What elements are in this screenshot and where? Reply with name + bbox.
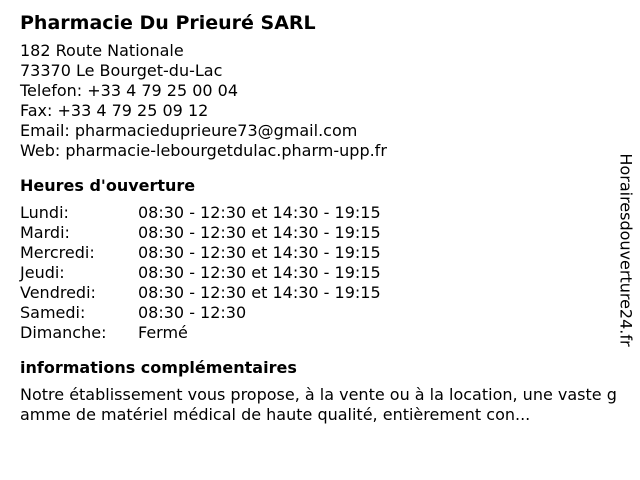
hours-row-samedi — [20, 303, 381, 323]
opening-hours-table — [20, 203, 381, 343]
hours-row-mardi — [20, 223, 381, 243]
hours-heading: Heures d'ouverture — [20, 176, 196, 195]
contact-block — [20, 41, 620, 161]
hours-row-vendredi — [20, 283, 381, 303]
address-line-1: 182 Route Nationale — [20, 41, 184, 60]
phone-line: Telefon: +33 4 79 25 00 04 — [20, 81, 239, 100]
hours-row-mercredi — [20, 243, 381, 263]
day-label: Mercredi: — [20, 243, 95, 262]
web-line: Web: pharmacie-lebourgetdulac.pharm-upp.fr — [20, 141, 387, 160]
day-hours: 08:30 - 12:30 — [138, 303, 247, 322]
day-hours: 08:30 - 12:30 et 14:30 - 19:15 — [138, 203, 381, 222]
day-hours: Fermé — [138, 323, 188, 342]
pharmacy-card — [20, 10, 620, 425]
day-label: Dimanche: — [20, 323, 107, 342]
site-watermark: Horairesdouverture24.fr — [616, 153, 636, 347]
day-label: Mardi: — [20, 223, 70, 242]
hours-row-dimanche — [20, 323, 381, 343]
address-line-2: 73370 Le Bourget-du-Lac — [20, 61, 223, 80]
pharmacy-name: Pharmacie Du Prieuré SARL — [20, 12, 316, 34]
fax-line: Fax: +33 4 79 25 09 12 — [20, 101, 209, 120]
info-heading: informations complémentaires — [20, 358, 297, 377]
day-label: Samedi: — [20, 303, 86, 322]
hours-row-lundi — [20, 203, 381, 223]
hours-row-jeudi — [20, 263, 381, 283]
info-description: Notre établissement vous propose, à la vente ou à la location, une vaste gamme de matériel médical de haute qualité, entièrement con... — [20, 385, 617, 424]
day-hours: 08:30 - 12:30 et 14:30 - 19:15 — [138, 223, 381, 242]
day-hours: 08:30 - 12:30 et 14:30 - 19:15 — [138, 243, 381, 262]
day-label: Lundi: — [20, 203, 69, 222]
day-hours: 08:30 - 12:30 et 14:30 - 19:15 — [138, 283, 381, 302]
day-label: Jeudi: — [20, 263, 65, 282]
day-label: Vendredi: — [20, 283, 96, 302]
day-hours: 08:30 - 12:30 et 14:30 - 19:15 — [138, 263, 381, 282]
email-line: Email: pharmacieduprieure73@gmail.com — [20, 121, 358, 140]
